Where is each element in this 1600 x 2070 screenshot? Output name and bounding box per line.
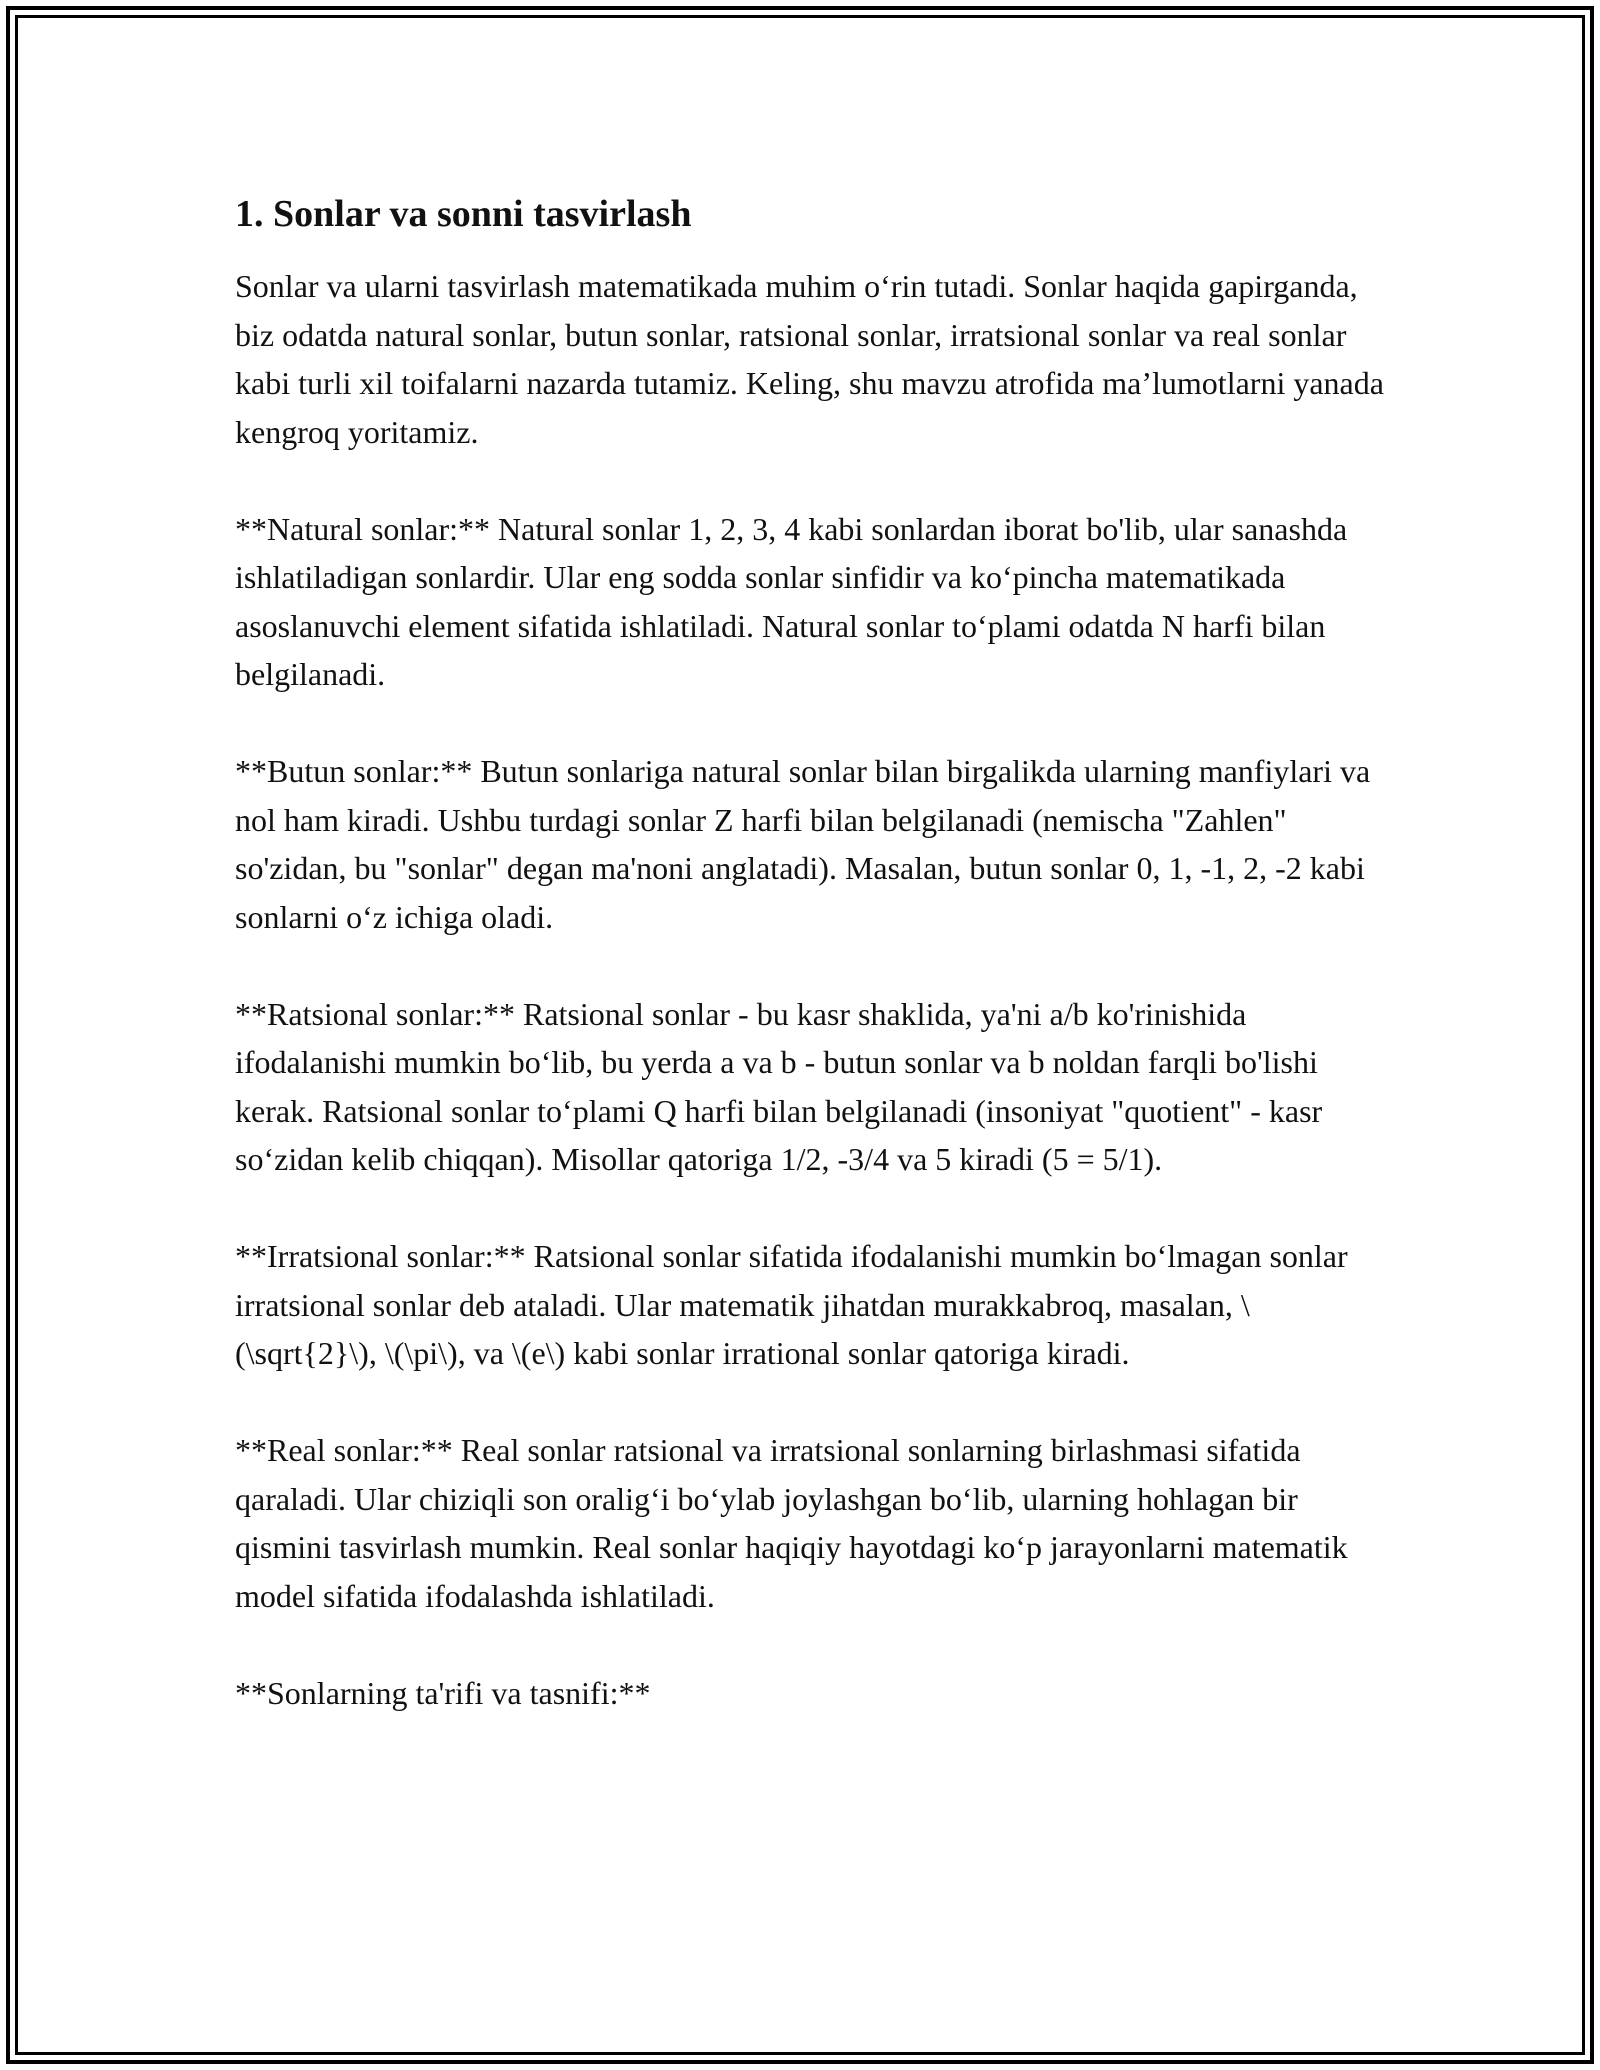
paragraph-rational-numbers: **Ratsional sonlar:** Ratsional sonlar - bu kasr shaklida, ya'ni a/b ko'rinishida ifodalanishi mumkin bo‘lib, bu yerda a va b - butun sonlar va b noldan farqli bo'lishi kerak. Ratsional sonlar to‘plami Q harfi bilan belgilanadi (insoniyat "quotient" - kasr so‘zidan kelib chiqqan). Misollar qatoriga 1/2, -3/4 va 5 kiradi (5 = 5/1). <box>235 995 1323 1177</box>
paragraph-classification-heading: **Sonlarning ta'rifi va tasnifi:** <box>235 1674 651 1711</box>
paragraph-real-numbers: **Real sonlar:** Real sonlar ratsional va irratsional sonlarning birlashmasi sifatida qaraladi. Ular chiziqli son oralig‘i bo‘ylab joylashgan bo‘lib, ularning hohlagan bir qismini tasvirlash mumkin. Real sonlar haqiqiy hayotdagi ko‘p jarayonlarni matematik model sifatida ifodalashda ishlatiladi. <box>235 1432 1348 1614</box>
paragraph-integers: **Butun sonlar:** Butun sonlariga natural sonlar bilan birgalikda ularning manfiylari va nol ham kiradi. Ushbu turdagi sonlar Z harfi bilan belgilanadi (nemischa "Zahlen" so'zidan, bu "sonlar" degan ma'noni anglatadi). Masalan, butun sonlar 0, 1, -1, 2, -2 kabi sonlarni o‘z ichiga oladi. <box>235 753 1371 935</box>
document-body <box>235 190 1385 1766</box>
section-title: 1. Sonlar va sonni tasvirlash <box>235 193 692 235</box>
paragraph-natural-numbers: **Natural sonlar:** Natural sonlar 1, 2, 3, 4 kabi sonlardan iborat bo'lib, ular sanashda ishlatiladigan sonlardir. Ular eng sodda sonlar sinfidir va ko‘pincha matematikada asoslanuvchi element sifatida ishlatiladi. Natural sonlar to‘plami odatda N harfi bilan belgilanadi. <box>235 510 1348 692</box>
paragraph-irrational-numbers: **Irratsional sonlar:** Ratsional sonlar sifatida ifodalanishi mumkin bo‘lmagan sonlar irratsional sonlar deb ataladi. Ular matematik jihatdan murakkabroq, masalan, \(\sqrt{2}\), \(\pi\), va \(e\) kabi sonlar irrational sonlar qatoriga kiradi. <box>235 1238 1348 1371</box>
paragraph-intro: Sonlar va ularni tasvirlash matematikada muhim o‘rin tutadi. Sonlar haqida gapirganda, biz odatda natural sonlar, butun sonlar, ratsional sonlar, irratsional sonlar va real sonlar kabi turli xil toifalarni nazarda tutamiz. Keling, shu mavzu atrofida ma’lumotlarni yanada kengroq yoritamiz. <box>235 268 1384 450</box>
